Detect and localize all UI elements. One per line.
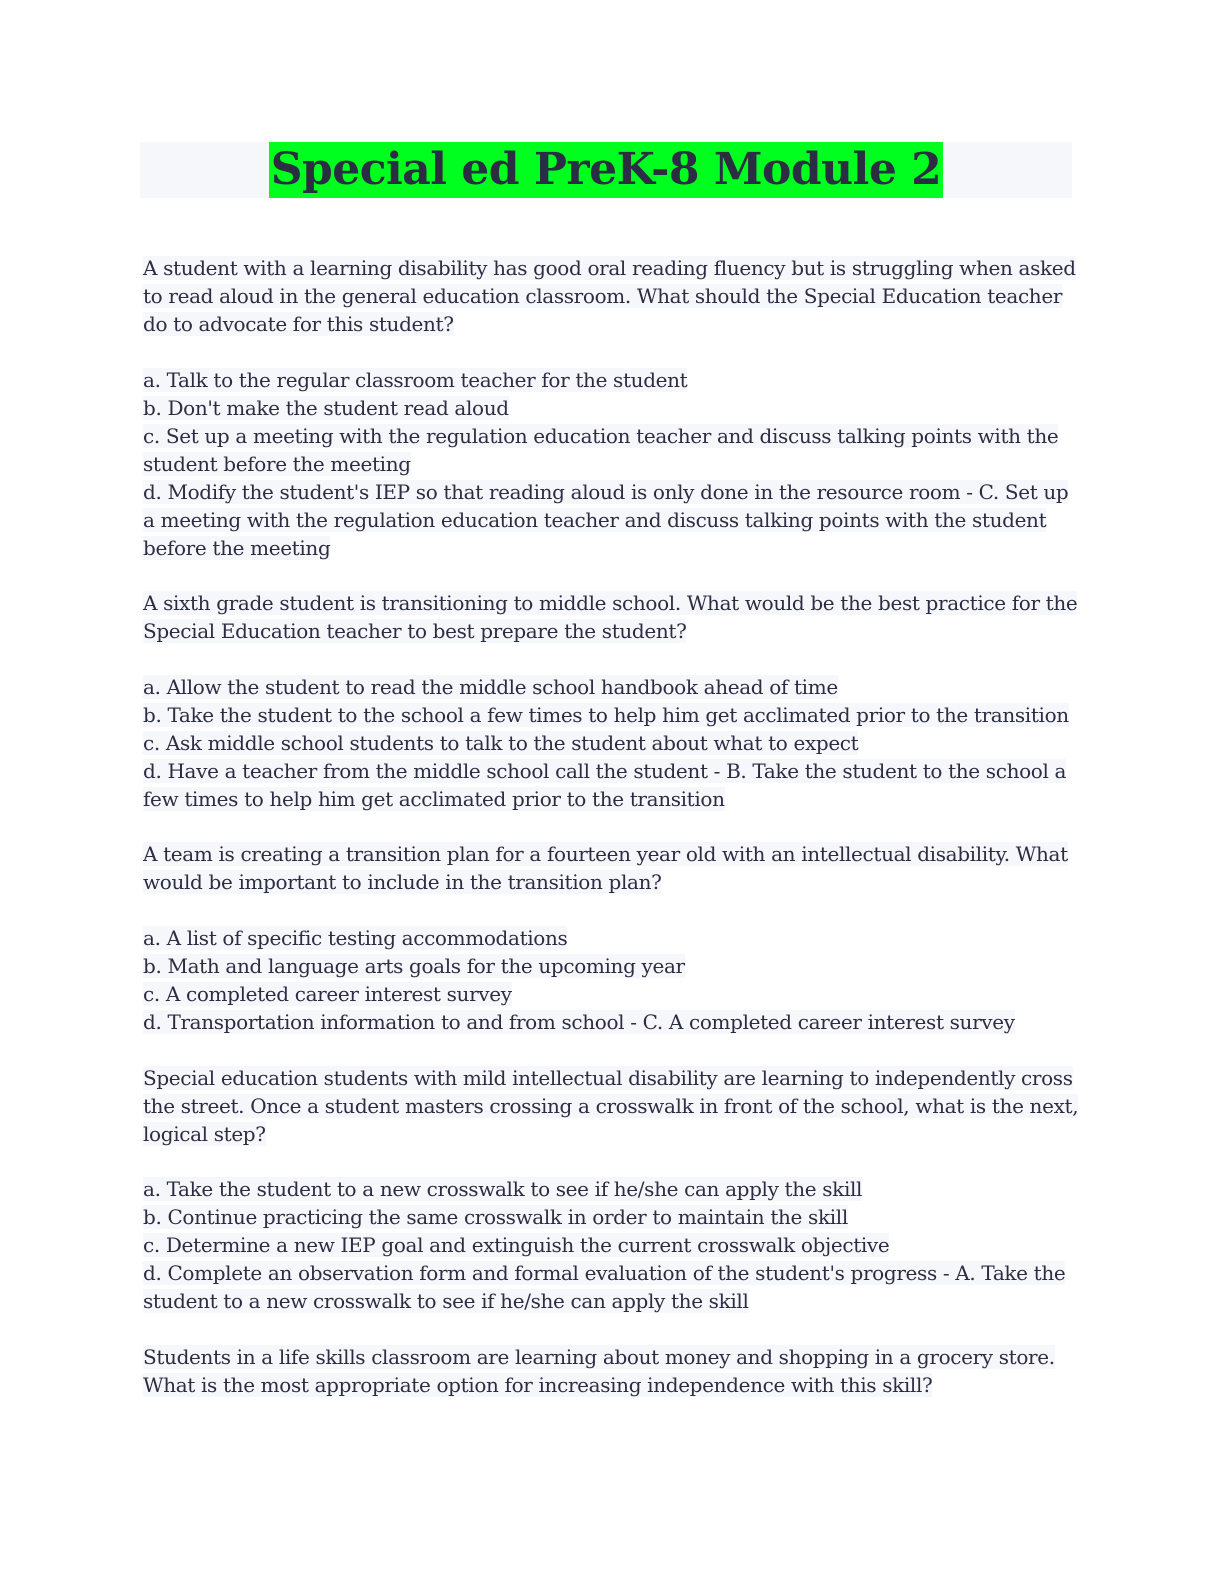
- option-item: c. Determine a new IEP goal and extinguish the current crosswalk objective: [143, 1233, 890, 1258]
- option-item: a. Take the student to a new crosswalk to see if he/she can apply the skill: [143, 1177, 863, 1202]
- options-block: [143, 366, 1083, 562]
- question-block: [143, 1064, 1083, 1148]
- question-text: A team is creating a transition plan for a fourteen year old with an intellectual disability. What would be important to include in the transition plan?: [143, 842, 1068, 895]
- question-block: [143, 254, 1083, 338]
- option-item: c. A completed career interest survey: [143, 981, 512, 1006]
- option-item: c. Ask middle school students to talk to the student about what to expect: [143, 730, 859, 755]
- option-item-with-answer: d. Transportation information to and from school - C. A completed career interest survey: [143, 1009, 1015, 1034]
- page-title: Special ed PreK-8 Module 2: [269, 142, 944, 198]
- options-block: [143, 1175, 1083, 1315]
- option-item: b. Don't make the student read aloud: [143, 395, 509, 420]
- question-block: [143, 840, 1083, 896]
- option-item: b. Continue practicing the same crosswalk in order to maintain the skill: [143, 1205, 848, 1230]
- option-item: a. Talk to the regular classroom teacher for the student: [143, 367, 688, 392]
- question-block: [143, 1343, 1083, 1399]
- document-body: [143, 254, 1083, 1426]
- question-text: A student with a learning disability has good oral reading fluency but is struggling when asked to read aloud in the general education classroom. What should the Special Education teacher do to advocate for this student?: [143, 256, 1076, 336]
- question-text: A sixth grade student is transitioning to middle school. What would be the best practice for the Special Education teacher to best prepare the student?: [143, 591, 1078, 644]
- option-item-with-answer: d. Complete an observation form and formal evaluation of the student's progress - A. Take the student to a new crosswalk to see if he/she can apply the skill: [143, 1261, 1066, 1314]
- title-band: [140, 142, 1072, 198]
- option-item: a. A list of specific testing accommodations: [143, 925, 568, 950]
- options-block: [143, 673, 1083, 813]
- option-item: b. Take the student to the school a few times to help him get acclimated prior to the transition: [143, 702, 1069, 727]
- question-block: [143, 589, 1083, 645]
- option-item-with-answer: d. Have a teacher from the middle school call the student - B. Take the student to the school a few times to help him get acclimated prior to the transition: [143, 758, 1067, 811]
- question-text: Special education students with mild intellectual disability are learning to independently cross the street. Once a student masters crossing a crosswalk in front of the school, what is the next, logical step?: [143, 1065, 1079, 1146]
- option-item: b. Math and language arts goals for the upcoming year: [143, 953, 685, 978]
- options-block: [143, 924, 1083, 1036]
- option-item-with-answer: d. Modify the student's IEP so that reading aloud is only done in the resource room - C. Set up a meeting with the regulation education teacher and discuss talking points with the student before the meeting: [143, 479, 1069, 560]
- question-text: Students in a life skills classroom are learning about money and shopping in a grocery store. What is the most appropriate option for increasing independence with this skill?: [143, 1344, 1055, 1397]
- option-item: a. Allow the student to read the middle school handbook ahead of time: [143, 674, 838, 699]
- option-item: c. Set up a meeting with the regulation education teacher and discuss talking points with the student before the meeting: [143, 423, 1059, 476]
